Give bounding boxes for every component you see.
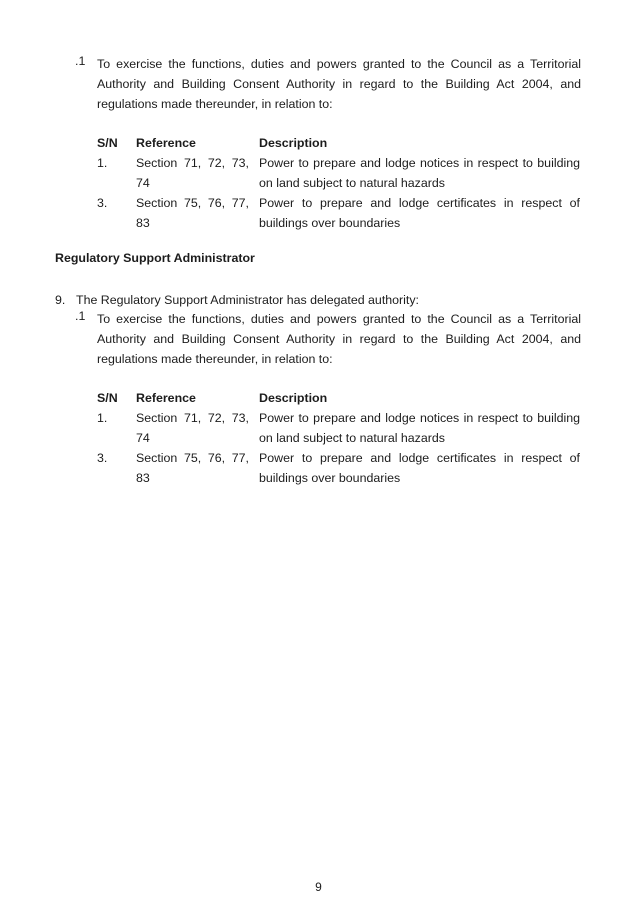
page-number: 9: [315, 880, 322, 894]
table-row: [97, 153, 582, 193]
row-reference: Section 71, 72, 73, 74: [136, 156, 249, 190]
paragraph-9: [55, 290, 581, 310]
sub-paragraph-number: .1: [75, 54, 86, 68]
column-header-reference: Reference: [136, 391, 196, 405]
row-description: Power to prepare and lodge certificates in respect of buildings over boundaries: [259, 196, 580, 230]
row-sn: 1.: [97, 156, 108, 170]
sub-paragraph-text: To exercise the functions, duties and powers granted to the Council as a Territorial Authority and Building Consent Authority in regard to the Building Act 2004, and regulations made thereunder, in relation to:: [97, 57, 581, 111]
column-header-sn: S/N: [97, 136, 118, 150]
row-reference: Section 75, 76, 77, 83: [136, 196, 249, 230]
delegation-table-2: [97, 388, 582, 488]
sub-paragraph-number: .1: [75, 309, 86, 323]
paragraph-text: The Regulatory Support Administrator has delegated authority:: [76, 293, 420, 307]
row-reference: Section 71, 72, 73, 74: [136, 411, 249, 445]
row-sn: 3.: [97, 196, 108, 210]
table-row: [97, 193, 582, 233]
table-header-row: [97, 388, 582, 408]
table-row: [97, 408, 582, 448]
section-heading: Regulatory Support Administrator: [55, 251, 255, 265]
sub-paragraph-text: To exercise the functions, duties and powers granted to the Council as a Territorial Authority and Building Consent Authority in regard to the Building Act 2004, and regulations made thereunder, in relation to:: [97, 312, 581, 366]
row-description: Power to prepare and lodge notices in respect to building on land subject to natural hazards: [259, 411, 580, 445]
row-description: Power to prepare and lodge certificates in respect of buildings over boundaries: [259, 451, 580, 485]
paragraph-number: 9.: [55, 293, 66, 307]
row-description: Power to prepare and lodge notices in respect to building on land subject to natural hazards: [259, 156, 580, 190]
row-reference: Section 75, 76, 77, 83: [136, 451, 249, 485]
sub-paragraph-1: [75, 54, 581, 114]
delegation-table-1: [97, 133, 582, 233]
table-row: [97, 448, 582, 488]
row-sn: 1.: [97, 411, 108, 425]
sub-paragraph-2: [75, 309, 581, 369]
column-header-description: Description: [259, 136, 328, 150]
column-header-reference: Reference: [136, 136, 196, 150]
column-header-sn: S/N: [97, 391, 118, 405]
table-header-row: [97, 133, 582, 153]
column-header-description: Description: [259, 391, 328, 405]
row-sn: 3.: [97, 451, 108, 465]
